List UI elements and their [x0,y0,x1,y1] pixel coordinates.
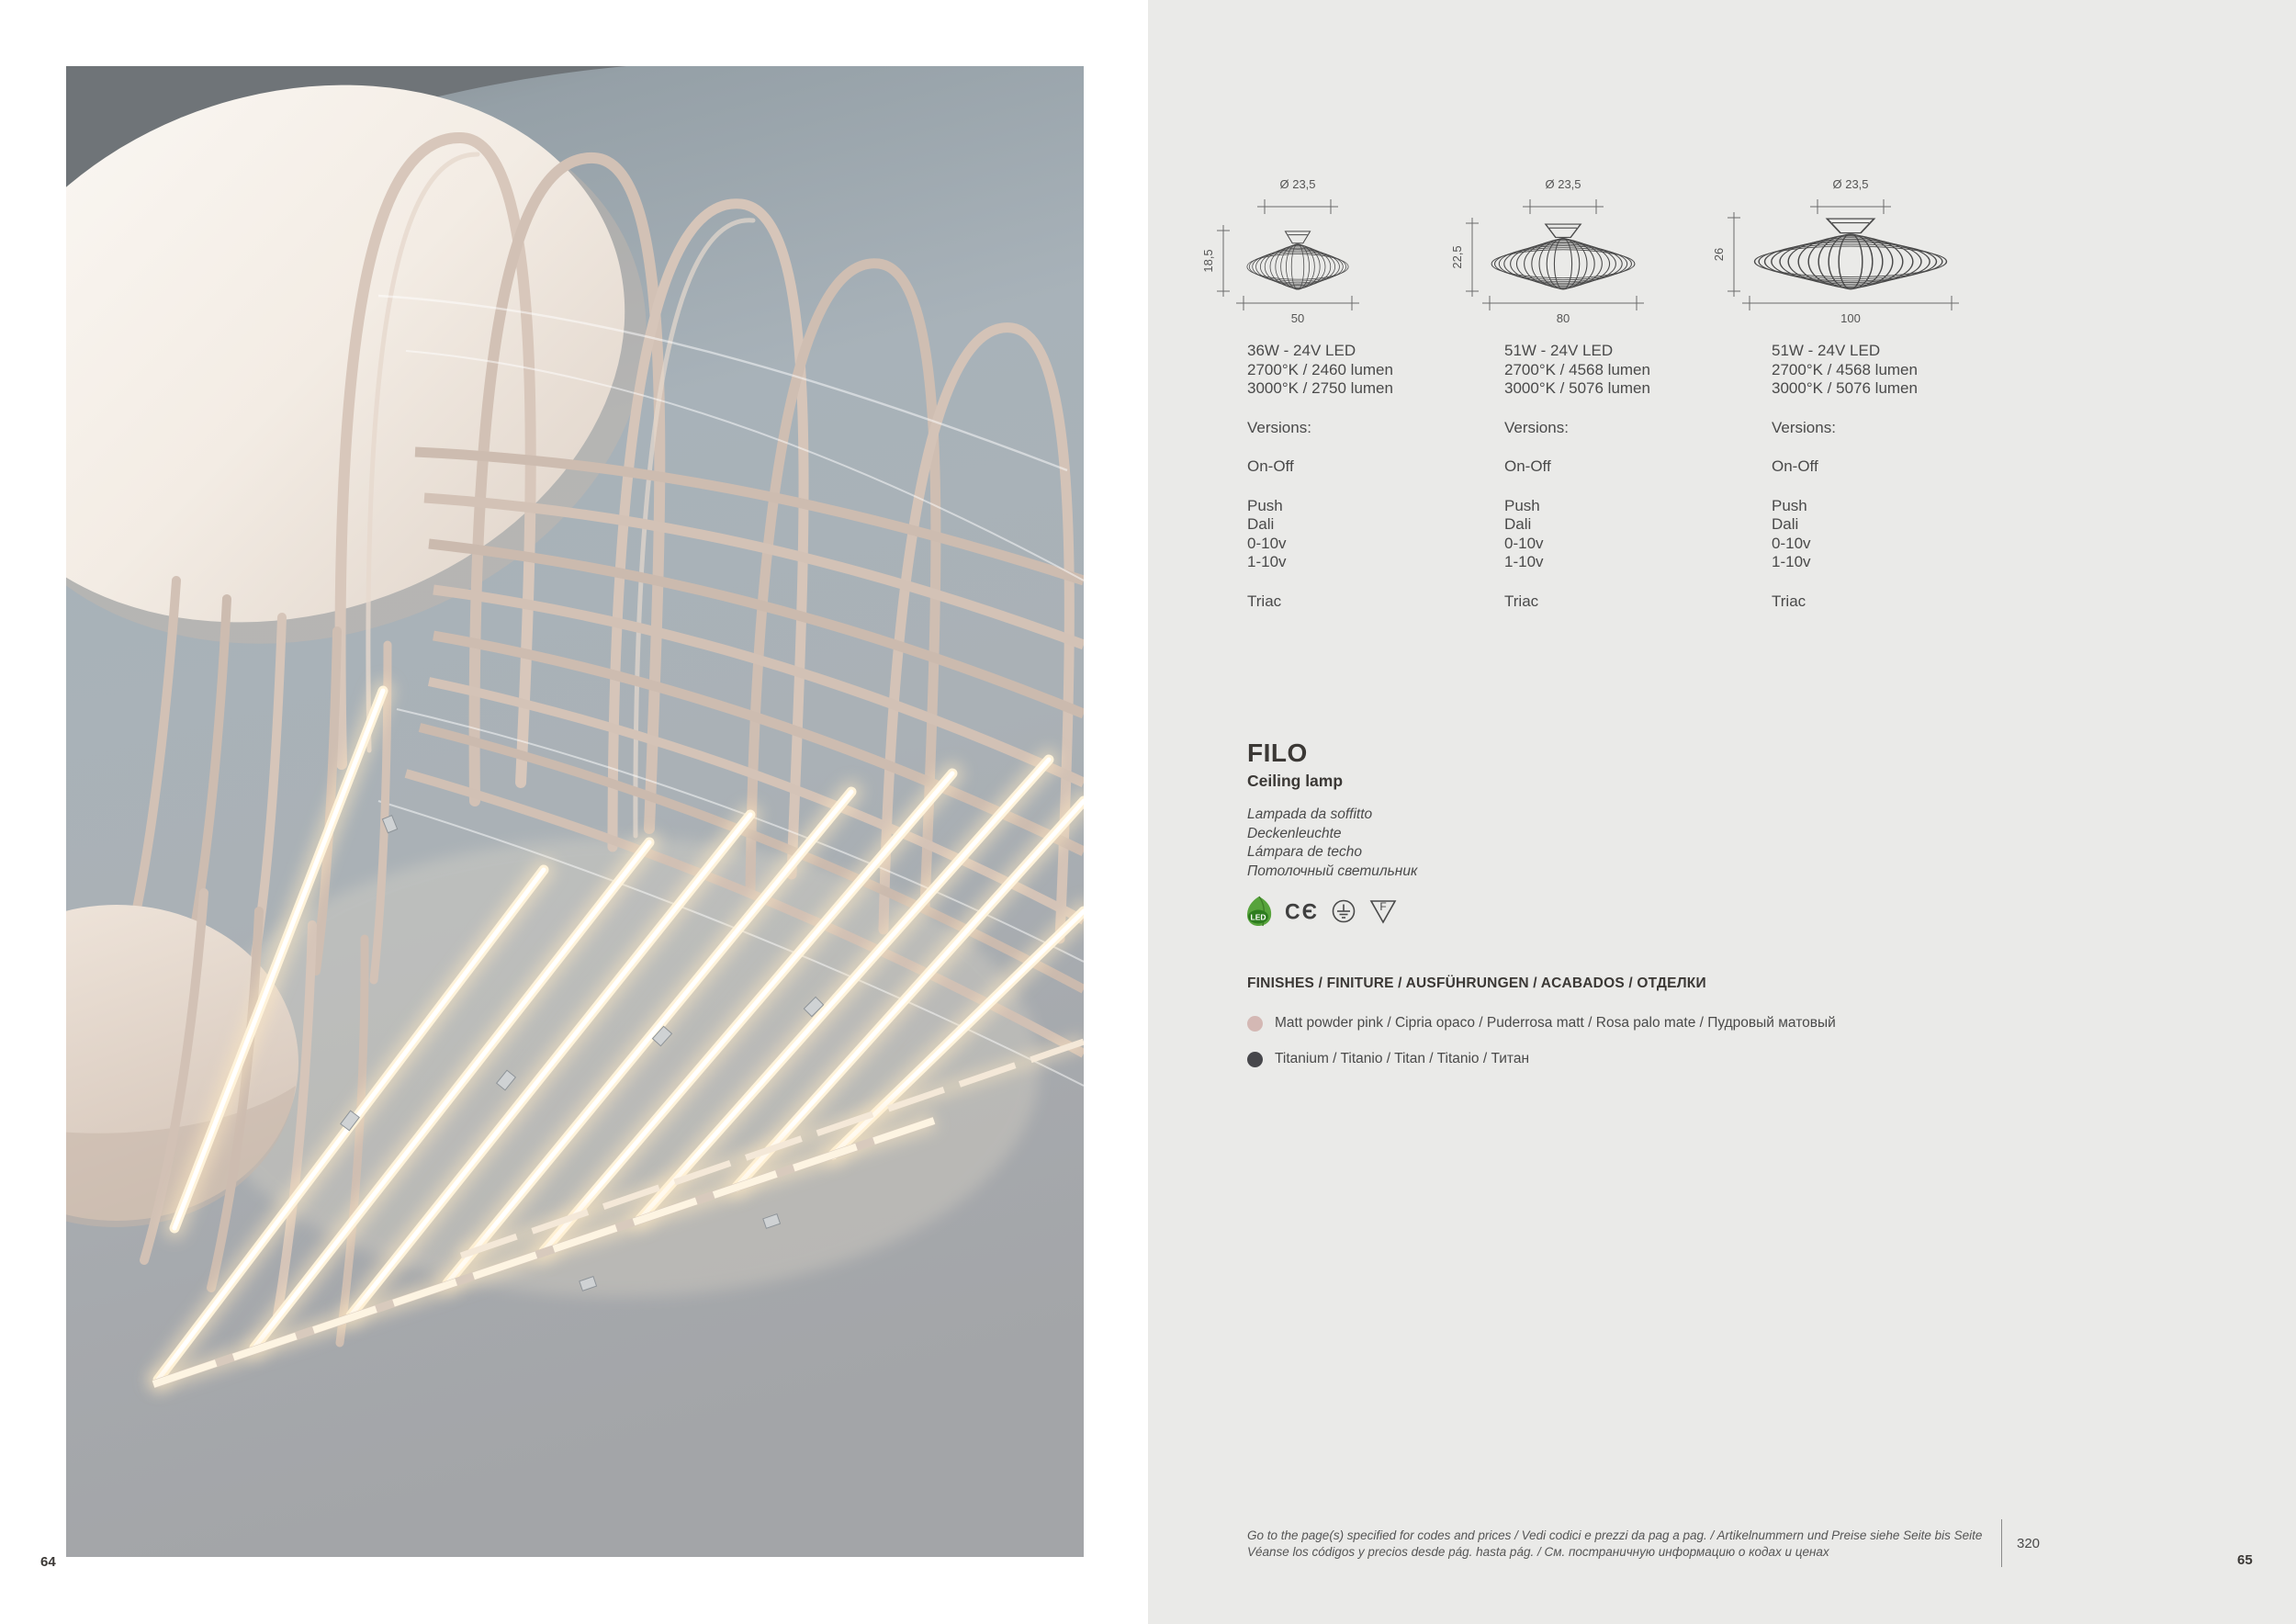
spec-column-100 [1772,342,2020,611]
version-dali: Dali [1247,515,1275,533]
power-rating: 51W - 24V LED [1504,342,1614,359]
height-dimension [1450,218,1479,297]
version-triac: Triac [1504,592,1539,610]
price-page-number: 320 [2017,1536,2041,1551]
translation-it: Lampada da soffitto [1247,806,1373,822]
width-label: 80 [1556,311,1570,325]
versions-label: Versions: [1772,418,1836,436]
version-dali: Dali [1504,515,1532,533]
width-dimension [1482,296,1644,325]
version-1-10v: 1-10v [1504,553,1544,570]
title-block [1247,739,1417,881]
footer-line-1: Go to the page(s) specified for codes and prices / Vedi codici e prezzi da pag a pag. / Artikelnummern und Preise siehe Seite bis Seite [1247,1528,1983,1542]
page-number-left: 64 [40,1554,56,1570]
version-1-10v: 1-10v [1772,553,1811,570]
height-label: 26 [1712,247,1726,262]
finishes-header: FINISHES / FINITURE / AUSFÜHRUNGEN / ACABADOS / ОТДЕЛКИ [1247,976,1706,991]
version-0-10v: 0-10v [1504,534,1544,552]
lamp-glyph-50 [1247,231,1348,289]
f-mark-icon [1368,898,1398,924]
lumen-3000: 3000°K / 2750 lumen [1247,379,1393,397]
diagram-size-50 [1203,161,1405,349]
product-type: Ceiling lamp [1247,772,1344,790]
version-push: Push [1504,496,1540,514]
diagram-size-100 [1712,161,1993,349]
top-dimension [1257,199,1338,214]
version-push: Push [1247,496,1283,514]
finish-item-titanium [1247,1051,1529,1067]
finish-swatch-titanium [1247,1052,1263,1067]
versions-label: Versions: [1247,418,1311,436]
finish-label: Matt powder pink / Cipria opaco / Puderrosa matt / Rosa palo mate / Пудровый матовый [1275,1015,1836,1031]
height-label: 18,5 [1201,249,1215,273]
lumen-3000: 3000°K / 5076 lumen [1772,379,1918,397]
spec-column-50 [1247,342,1495,611]
footer-note [1247,1528,2019,1561]
version-dali: Dali [1772,515,1799,533]
width-label: 50 [1290,311,1305,325]
translation-es: Lámpara de techo [1247,844,1362,860]
versions-label: Versions: [1504,418,1569,436]
diameter-label: Ø 23,5 [1279,177,1316,191]
product-photo [66,66,1084,1557]
height-dimension [1712,212,1740,297]
power-rating: 36W - 24V LED [1247,342,1356,359]
footer-divider [2001,1519,2002,1567]
power-rating: 51W - 24V LED [1772,342,1881,359]
top-dimension [1523,199,1604,214]
lumen-2700: 2700°K / 2460 lumen [1247,360,1393,378]
translation-ru: Потолочный светильник [1247,863,1418,879]
finish-swatch-pink [1247,1016,1263,1032]
version-onoff: On-Off [1504,457,1551,475]
diameter-label: Ø 23,5 [1832,177,1869,191]
finish-item-powder-pink [1247,1015,1836,1032]
lumen-2700: 2700°K / 4568 lumen [1772,360,1918,378]
product-translations [1247,806,1417,881]
svg-text:F: F [1379,900,1387,913]
translation-de: Deckenleuchte [1247,825,1342,841]
width-label: 100 [1840,311,1861,325]
footer-line-2: Véanse los códigos y precios desde pág. hasta pág. / См. постраничную информацию о кодах и ценах [1247,1545,1829,1559]
spec-column-80 [1504,342,1752,611]
product-name: FILO [1247,739,1308,767]
height-label: 22,5 [1450,245,1464,269]
diagram-size-80 [1450,161,1676,349]
version-0-10v: 0-10v [1247,534,1287,552]
certification-icons [1245,895,1398,928]
top-dimension [1810,199,1891,214]
version-onoff: On-Off [1247,457,1294,475]
width-dimension [1742,296,1959,325]
spec-panel [1148,0,2296,1624]
version-push: Push [1772,496,1807,514]
version-1-10v: 1-10v [1247,553,1287,570]
filo-lamp-photo-illustration [66,66,1084,1557]
lumen-3000: 3000°K / 5076 lumen [1504,379,1650,397]
lamp-glyph-80 [1491,224,1635,289]
ce-mark-icon: CЄ [1285,897,1319,924]
led-leaf-icon [1245,896,1273,927]
diameter-label: Ø 23,5 [1545,177,1581,191]
version-triac: Triac [1247,592,1282,610]
finish-label: Titanium / Titanio / Titan / Titanio / Титан [1275,1051,1530,1066]
version-0-10v: 0-10v [1772,534,1811,552]
lumen-2700: 2700°K / 4568 lumen [1504,360,1650,378]
width-dimension [1236,296,1359,325]
height-dimension [1201,225,1230,297]
page-number-right: 65 [2237,1552,2253,1568]
version-onoff: On-Off [1772,457,1818,475]
earth-ground-icon [1331,898,1356,924]
lamp-glyph-100 [1755,219,1947,289]
svg-text:LED: LED [1250,912,1266,922]
version-triac: Triac [1772,592,1806,610]
